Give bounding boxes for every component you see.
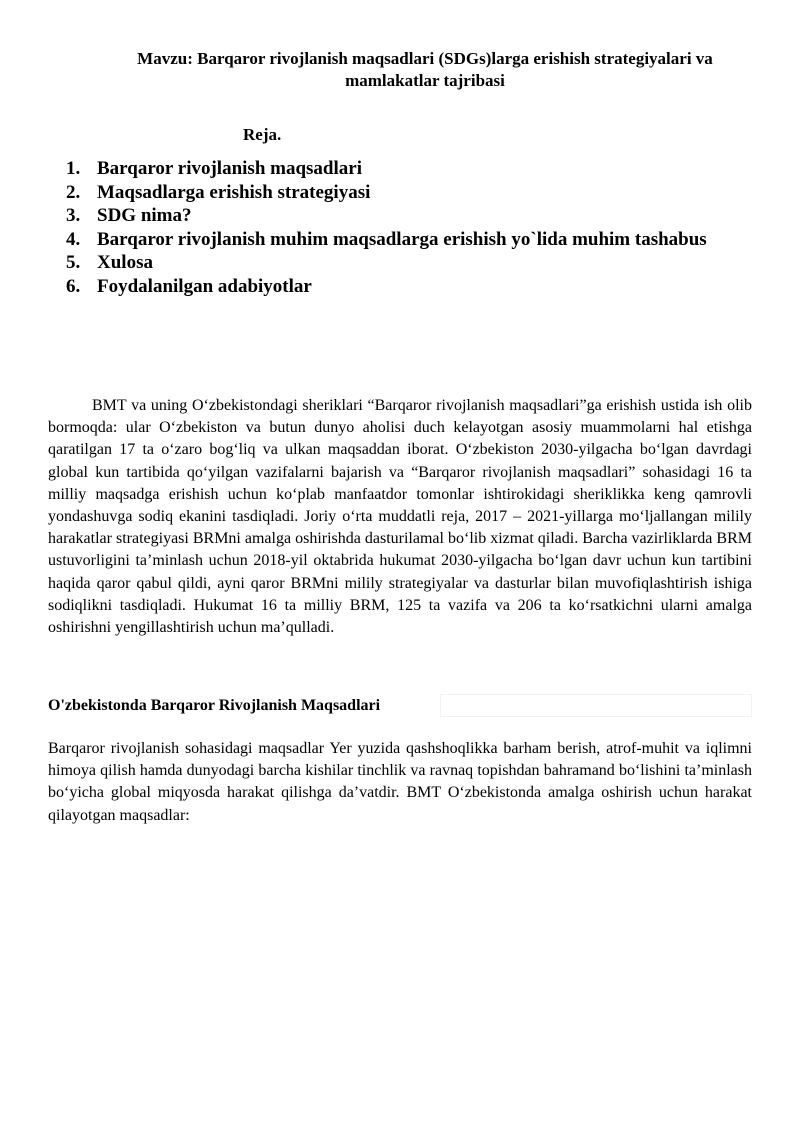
plan-heading: Reja. [243,125,282,144]
plan-item-text: Barqaror rivojlanish maqsadlari [97,158,362,179]
plan-item [66,204,707,228]
intro-paragraph: BMT va uning O‘zbekistondagi sheriklari “Barqaror rivojlanish maqsadlari”ga erishish ustida ish olib bormoqda: ular O‘zbekiston va butun dunyo aholisi duch kelayotgan asosiy muammolarni hal etishga qaratilgan 17 ta o‘zaro bog‘liq va ulkan maqsaddan iborat. O‘zbekiston 2030-yilgacha bo‘lgan davrdagi global kun tartibida qo‘yilgan vazifalarni bajarish va “Barqaror rivojlanish maqsadlari” sohasidagi 16 ta milliy maqsadga erishish uchun ko‘plab manfaatdor tomonlar ishtirokidagi sheriklikka keng qamrovli yondashuvga sodiq ekanini tasdiqladi. Joriy o‘rta muddatli reja, 2017 – 2021-yillarga mo‘ljallangan milily harakatlar strategiyasi BRMni amalga oshirishda dasturilamal bo‘lib xizmat qiladi. Barcha vazirliklarda BRM ustuvorligini ta’minlash uchun 2018-yil oktabrida hukumat 2030-yilgacha bo‘lgan davr uchun kun tartibini haqida qaror qabul qildi, ayni qaror BRMni milily strategiyalar va dasturlar bilan muvofiqlashtirish ishiga sodiqlikni tasdiqladi. Hukumat 16 ta milliy BRM, 125 ta vazifa va 206 ta ko‘rsatkichni ularni amalga oshirishni yengillashtirish uchun ma’qulladi. [48,397,752,637]
body-paragraph: Barqaror rivojlanish sohasidagi maqsadlar Yer yuzida qashshoqlikka barham berish, atrof-muhit va iqlimni himoya qilish hamda dunyodagi barcha kishilar tinchlik va ravnaq topishdan bahramand bo‘lishini ta’minlash bo‘yicha global miqyosda harakat qilishga da’vatdir. BMT O‘zbekistonda amalga oshirish uchun harakat qilayotgan maqsadlar: [48,740,752,824]
section-heading [48,694,752,718]
plan-item-number: 2. [66,181,81,203]
title-line-1: Mavzu: Barqaror rivojlanish maqsadlari (SDGs)larga erishish strategiyalari va [137,49,713,68]
plan-item [66,157,707,181]
title-line-2: mamlakatlar tajribasi [345,71,505,90]
plan-item-text: Maqsadlarga erishish strategiyasi [97,181,371,203]
plan-item-number: 3. [66,205,81,227]
plan-item-text: Xulosa [97,252,153,274]
plan-list [66,157,707,299]
plan-item-number: 6. [66,275,81,297]
plan-item-number: 1. [66,158,81,179]
plan-item-text: Foydalanilgan adabiyotlar [97,275,312,297]
plan-item [66,181,707,205]
plan-item [66,228,707,252]
plan-item-number: 4. [66,228,81,250]
plan-item [66,275,707,299]
heading-frame [440,694,752,717]
plan-item-number: 5. [66,252,81,274]
document-title [60,48,790,92]
plan-item [66,251,707,275]
section-heading-text: O'zbekistonda Barqaror Rivojlanish Maqsadlari [48,694,388,718]
plan-item-text: Barqaror rivojlanish muhim maqsadlarga erishish yo`lida muhim tashabus [97,228,707,250]
plan-item-text: SDG nima? [97,205,192,227]
